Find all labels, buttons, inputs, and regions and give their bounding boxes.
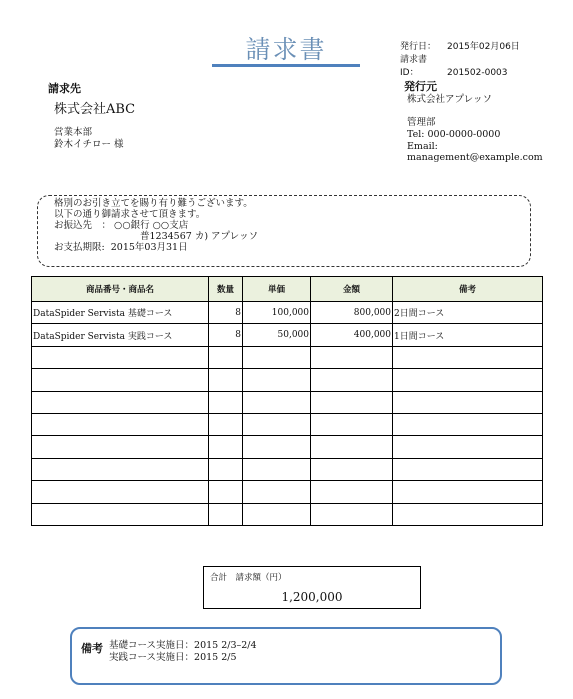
col-header-product: 商品番号・商品名 [32,277,209,302]
col-header-amount: 金額 [311,277,393,302]
issuer-department: 管理部 [407,117,436,128]
document-title: 請求書 [245,35,327,64]
issuer-email: management@example.com [407,152,543,163]
quantity-cell [209,503,243,525]
product-cell: DataSpider Servista 実践コース [32,324,209,346]
remarks-cell [393,458,543,480]
remarks-cell [393,346,543,368]
table-row [32,324,543,346]
table-row [32,391,543,413]
quantity-cell [209,391,243,413]
quantity-cell [209,458,243,480]
issue-meta [400,41,520,80]
unit-price-cell [243,369,311,391]
col-header-unit-price: 単価 [243,277,311,302]
amount-cell: 800,000 [311,302,393,324]
total-value: 1,200,000 [281,590,343,604]
product-cell [32,436,209,458]
issue-date: 2015年02月06日 [447,42,520,52]
amount-cell [311,481,393,503]
remarks-cell [393,413,543,435]
remarks-text [109,640,257,664]
product-cell [32,503,209,525]
amount-cell [311,346,393,368]
unit-price-cell [243,413,311,435]
col-header-remarks: 備考 [393,277,543,302]
title-underline [212,64,360,67]
quantity-cell [209,481,243,503]
product-cell [32,391,209,413]
table-row [32,369,543,391]
col-header-quantity: 数量 [209,277,243,302]
unit-price-cell [243,458,311,480]
billing-department: 営業本部 [54,127,93,138]
issuer-label: 発行元 [404,80,437,93]
billing-company: 株式会社ABC [54,102,136,117]
remarks-cell [393,369,543,391]
product-cell [32,458,209,480]
due-label: お支払期限: [54,242,105,253]
billing-person: 鈴木イチロー 様 [54,139,124,150]
unit-price-cell [243,391,311,413]
table-row [32,458,543,480]
remarks-label: 備考 [81,642,103,655]
quantity-cell [209,369,243,391]
issuer-company: 株式会社アプレッソ [407,94,493,105]
table-header-row [32,277,543,302]
product-cell [32,369,209,391]
table-row [32,503,543,525]
amount-cell [311,436,393,458]
table-row [32,302,543,324]
remarks-cell: 2日間コース [393,302,543,324]
bank-line-2: 普1234567 カ) アプレッソ [140,231,259,242]
notice-text [54,198,258,253]
notice-line-2: 以下の通り御請求させて頂きます。 [54,209,206,220]
unit-price-cell [243,346,311,368]
table-row [32,481,543,503]
amount-cell [311,369,393,391]
invoice-id-label: 請求書 ID： [400,55,428,78]
amount-cell [311,458,393,480]
remarks-cell [393,503,543,525]
quantity-cell [209,346,243,368]
amount-cell: 400,000 [311,324,393,346]
product-cell: DataSpider Servista 基礎コース [32,302,209,324]
product-cell [32,346,209,368]
table-row [32,436,543,458]
amount-cell [311,413,393,435]
product-cell [32,413,209,435]
issuer-tel: Tel: 000-0000-0000 [407,129,501,140]
quantity-cell: 8 [209,302,243,324]
bank-line-1: ○○銀行 ○○支店 [114,220,189,231]
remarks-cell: 1日間コース [393,324,543,346]
unit-price-cell [243,481,311,503]
quantity-cell [209,413,243,435]
remarks-line-1: 基礎コース実施日：2015 2/3–2/4 [109,640,257,651]
unit-price-cell: 50,000 [243,324,311,346]
table-row [32,413,543,435]
remarks-line-2: 実践コース実施日：2015 2/5 [109,652,237,663]
unit-price-cell [243,436,311,458]
invoice-items-table [31,276,543,526]
remarks-cell [393,391,543,413]
invoice-id: 201502-0003 [447,68,508,78]
due-date: 2015年03月31日 [110,242,188,253]
unit-price-cell: 100,000 [243,302,311,324]
amount-cell [311,391,393,413]
total-label: 合計 請求額（円） [210,573,287,583]
remarks-cell [393,436,543,458]
issuer-email-label: Email: [407,141,438,152]
remarks-cell [393,481,543,503]
unit-price-cell [243,503,311,525]
table-row [32,346,543,368]
notice-line-1: 格別のお引き立てを賜り有り難うございます。 [54,198,253,209]
issue-date-label: 発行日： [400,42,437,52]
product-cell [32,481,209,503]
quantity-cell [209,436,243,458]
billing-to-label: 請求先 [48,82,81,95]
bank-label: お振込先 ： [54,220,112,231]
amount-cell [311,503,393,525]
quantity-cell: 8 [209,324,243,346]
